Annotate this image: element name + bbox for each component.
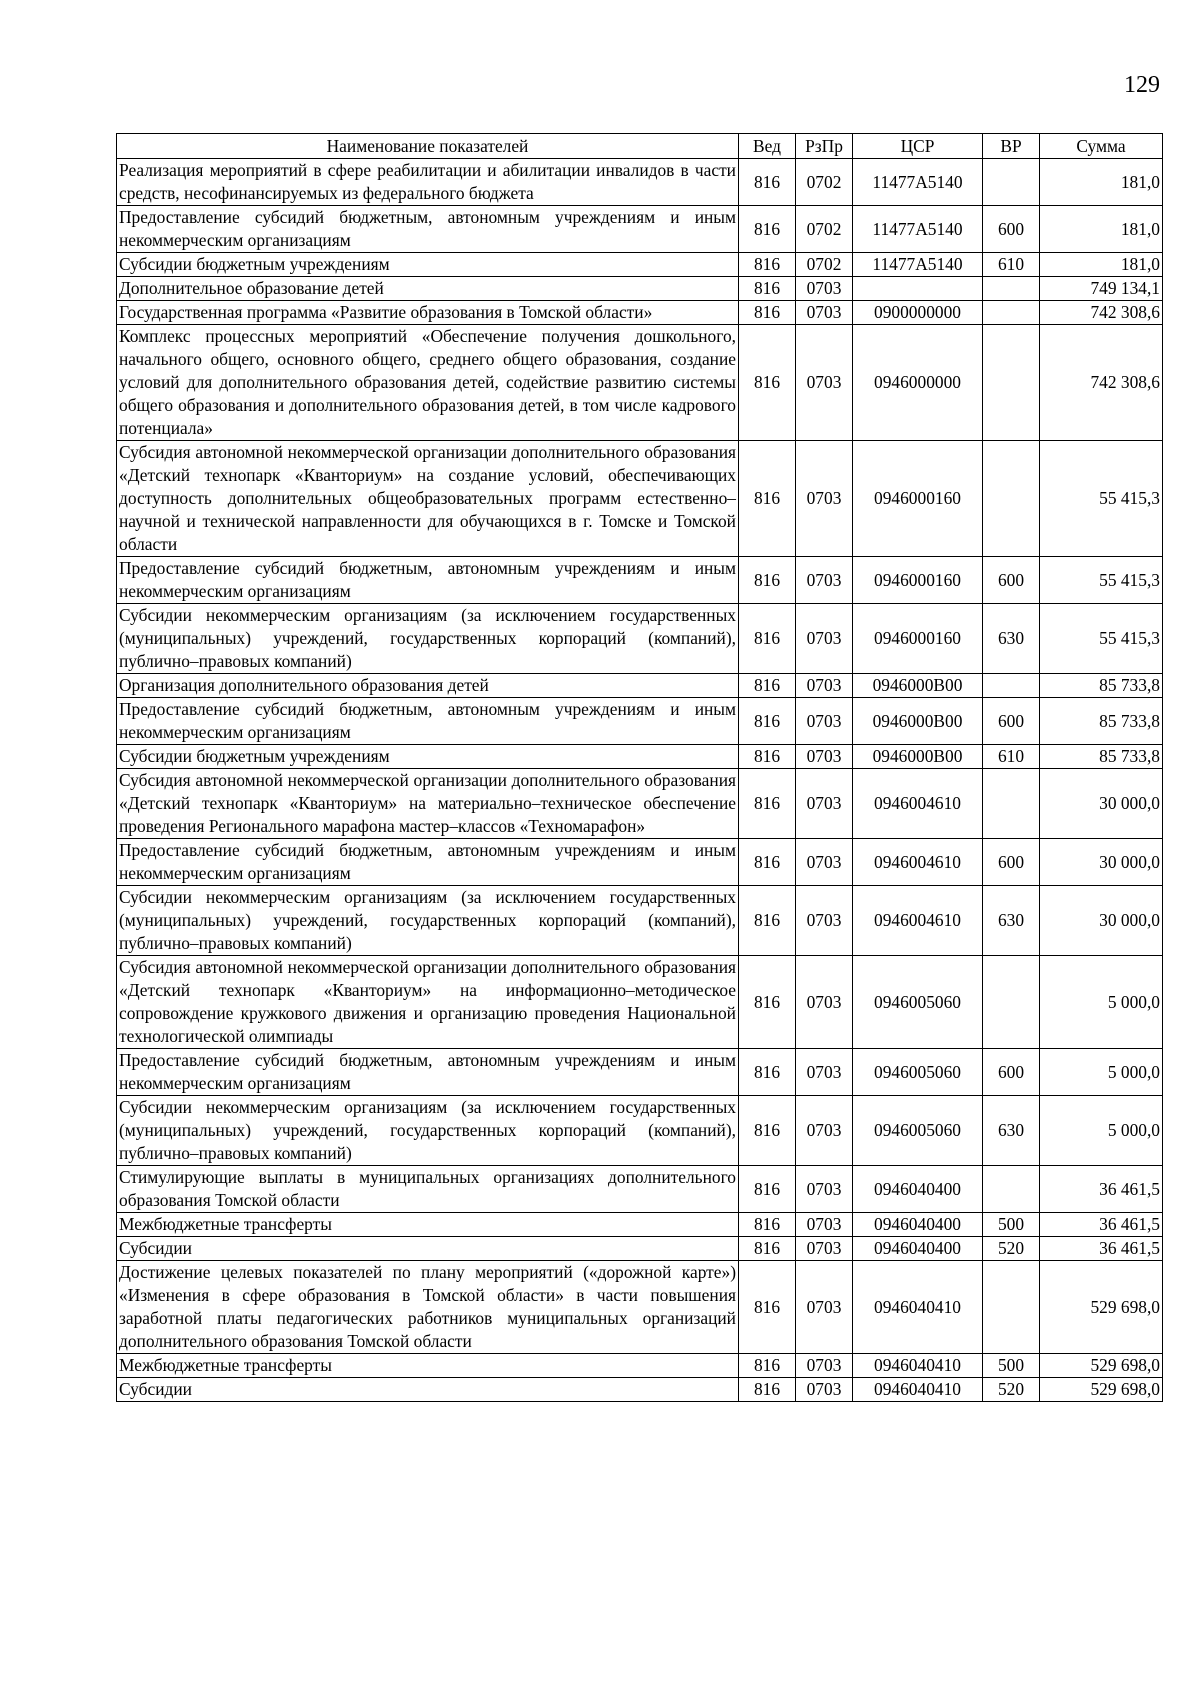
cell-rzpr: 0703	[796, 1261, 853, 1354]
cell-name: Комплекс процессных мероприятий «Обеспечение получения дошкольного, начального общего, основного общего, среднего общего образования, создание условий для дополнительного образования детей, содействие развитию системы общего образования и дополнительного образования детей, в том числе кадрового потенциала»	[117, 325, 739, 441]
cell-ved: 816	[739, 769, 796, 839]
cell-sum: 181,0	[1040, 253, 1163, 277]
table-row	[117, 769, 1163, 839]
cell-rzpr: 0703	[796, 956, 853, 1049]
table-row	[117, 206, 1163, 253]
cell-rzpr: 0703	[796, 698, 853, 745]
table-row	[117, 956, 1163, 1049]
cell-name: Стимулирующие выплаты в муниципальных организациях дополнительного образования Томской области	[117, 1166, 739, 1213]
table-row	[117, 674, 1163, 698]
cell-rzpr: 0702	[796, 206, 853, 253]
cell-name: Субсидии некоммерческим организациям (за исключением государственных (муниципальных) учреждений, государственных корпораций (компаний), публично–правовых компаний)	[117, 886, 739, 956]
table-row	[117, 253, 1163, 277]
cell-rzpr: 0703	[796, 1049, 853, 1096]
cell-name: Субсидии некоммерческим организациям (за исключением государственных (муниципальных) учреждений, государственных корпораций (компаний), публично–правовых компаний)	[117, 1096, 739, 1166]
cell-rzpr: 0702	[796, 159, 853, 206]
cell-name: Дополнительное образование детей	[117, 277, 739, 301]
table-row	[117, 159, 1163, 206]
table-row	[117, 1354, 1163, 1378]
cell-vr	[983, 277, 1040, 301]
cell-vr: 600	[983, 206, 1040, 253]
cell-name: Субсидии	[117, 1237, 739, 1261]
cell-rzpr: 0703	[796, 325, 853, 441]
table-header-row	[117, 134, 1163, 159]
cell-csr: 11477А5140	[853, 159, 983, 206]
cell-ved: 816	[739, 1096, 796, 1166]
cell-sum: 181,0	[1040, 206, 1163, 253]
cell-ved: 816	[739, 604, 796, 674]
cell-vr	[983, 956, 1040, 1049]
cell-ved: 816	[739, 206, 796, 253]
cell-csr: 0946004610	[853, 839, 983, 886]
table-row	[117, 1096, 1163, 1166]
table-row	[117, 1213, 1163, 1237]
cell-sum: 36 461,5	[1040, 1237, 1163, 1261]
cell-ved: 816	[739, 674, 796, 698]
cell-csr: 0946040400	[853, 1166, 983, 1213]
cell-rzpr: 0703	[796, 301, 853, 325]
cell-csr: 0946000160	[853, 441, 983, 557]
cell-ved: 816	[739, 839, 796, 886]
cell-sum: 36 461,5	[1040, 1166, 1163, 1213]
cell-csr: 0946004610	[853, 769, 983, 839]
cell-ved: 816	[739, 441, 796, 557]
cell-sum: 529 698,0	[1040, 1378, 1163, 1402]
cell-ved: 816	[739, 1354, 796, 1378]
cell-sum: 30 000,0	[1040, 769, 1163, 839]
cell-vr	[983, 301, 1040, 325]
cell-sum: 85 733,8	[1040, 698, 1163, 745]
cell-ved: 816	[739, 1166, 796, 1213]
cell-name: Предоставление субсидий бюджетным, автономным учреждениям и иным некоммерческим организациям	[117, 839, 739, 886]
cell-vr	[983, 325, 1040, 441]
cell-sum: 181,0	[1040, 159, 1163, 206]
cell-csr	[853, 277, 983, 301]
header-vr: ВР	[983, 134, 1040, 159]
cell-ved: 816	[739, 886, 796, 956]
cell-ved: 816	[739, 1378, 796, 1402]
cell-name: Субсидии бюджетным учреждениям	[117, 253, 739, 277]
header-csr: ЦСР	[853, 134, 983, 159]
cell-rzpr: 0703	[796, 1378, 853, 1402]
cell-name: Организация дополнительного образования детей	[117, 674, 739, 698]
cell-vr	[983, 159, 1040, 206]
cell-ved: 816	[739, 1261, 796, 1354]
cell-sum: 85 733,8	[1040, 745, 1163, 769]
table-row	[117, 1261, 1163, 1354]
cell-sum: 749 134,1	[1040, 277, 1163, 301]
cell-csr: 11477А5140	[853, 253, 983, 277]
cell-ved: 816	[739, 1237, 796, 1261]
cell-vr: 630	[983, 1096, 1040, 1166]
cell-vr: 500	[983, 1213, 1040, 1237]
cell-csr: 0946040400	[853, 1213, 983, 1237]
cell-vr: 630	[983, 604, 1040, 674]
cell-vr: 610	[983, 745, 1040, 769]
table-row	[117, 698, 1163, 745]
cell-rzpr: 0703	[796, 674, 853, 698]
cell-name: Субсидия автономной некоммерческой организации дополнительного образования «Детский технопарк «Кванториум» на материально–техническое обеспечение проведения Регионального марафона мастер–классов «Техномарафон»	[117, 769, 739, 839]
header-rzpr: РзПр	[796, 134, 853, 159]
cell-rzpr: 0703	[796, 441, 853, 557]
table-row	[117, 1237, 1163, 1261]
cell-sum: 529 698,0	[1040, 1261, 1163, 1354]
cell-rzpr: 0703	[796, 769, 853, 839]
table-row	[117, 1166, 1163, 1213]
cell-ved: 816	[739, 956, 796, 1049]
cell-vr: 610	[983, 253, 1040, 277]
cell-csr: 0946040410	[853, 1261, 983, 1354]
cell-vr: 630	[983, 886, 1040, 956]
cell-vr: 600	[983, 839, 1040, 886]
cell-ved: 816	[739, 1049, 796, 1096]
cell-vr: 600	[983, 557, 1040, 604]
cell-rzpr: 0703	[796, 277, 853, 301]
cell-csr: 0946000000	[853, 325, 983, 441]
cell-name: Предоставление субсидий бюджетным, автономным учреждениям и иным некоммерческим организациям	[117, 1049, 739, 1096]
cell-csr: 0946005060	[853, 1096, 983, 1166]
table-row	[117, 1049, 1163, 1096]
cell-csr: 11477А5140	[853, 206, 983, 253]
cell-csr: 0946040400	[853, 1237, 983, 1261]
table-row	[117, 301, 1163, 325]
cell-csr: 0900000000	[853, 301, 983, 325]
cell-ved: 816	[739, 301, 796, 325]
cell-rzpr: 0703	[796, 839, 853, 886]
cell-csr: 0946000160	[853, 604, 983, 674]
cell-name: Предоставление субсидий бюджетным, автономным учреждениям и иным некоммерческим организациям	[117, 698, 739, 745]
table-row	[117, 277, 1163, 301]
cell-rzpr: 0703	[796, 1213, 853, 1237]
table-row	[117, 886, 1163, 956]
header-ved: Вед	[739, 134, 796, 159]
table-row	[117, 604, 1163, 674]
cell-vr	[983, 769, 1040, 839]
table-row	[117, 557, 1163, 604]
table-row	[117, 839, 1163, 886]
cell-sum: 5 000,0	[1040, 956, 1163, 1049]
cell-name: Субсидия автономной некоммерческой организации дополнительного образования «Детский технопарк «Кванториум» на создание условий, обеспечивающих доступность дополнительных общеобразовательных программ естественно–научной и технической направленности для обучающихся в г. Томске и Томской области	[117, 441, 739, 557]
cell-name: Достижение целевых показателей по плану мероприятий («дорожной карте») «Изменения в сфере образования в Томской области» в части повышения заработной платы педагогических работников муниципальных организаций дополнительного образования Томской области	[117, 1261, 739, 1354]
cell-rzpr: 0703	[796, 1237, 853, 1261]
cell-rzpr: 0703	[796, 886, 853, 956]
cell-sum: 55 415,3	[1040, 604, 1163, 674]
cell-rzpr: 0703	[796, 1354, 853, 1378]
cell-name: Субсидия автономной некоммерческой организации дополнительного образования «Детский технопарк «Кванториум» на информационно–методическое сопровождение кружкового движения и организацию проведения Национальной технологической олимпиады	[117, 956, 739, 1049]
cell-csr: 0946000В00	[853, 674, 983, 698]
cell-rzpr: 0703	[796, 745, 853, 769]
cell-rzpr: 0703	[796, 1096, 853, 1166]
cell-sum: 5 000,0	[1040, 1096, 1163, 1166]
cell-vr	[983, 674, 1040, 698]
table-body	[117, 159, 1163, 1402]
cell-ved: 816	[739, 325, 796, 441]
cell-ved: 816	[739, 745, 796, 769]
cell-vr: 600	[983, 698, 1040, 745]
table-row	[117, 745, 1163, 769]
table-row	[117, 1378, 1163, 1402]
table-row	[117, 325, 1163, 441]
cell-ved: 816	[739, 277, 796, 301]
cell-ved: 816	[739, 1213, 796, 1237]
cell-csr: 0946040410	[853, 1354, 983, 1378]
cell-ved: 816	[739, 698, 796, 745]
cell-name: Предоставление субсидий бюджетным, автономным учреждениям и иным некоммерческим организациям	[117, 557, 739, 604]
cell-name: Субсидии бюджетным учреждениям	[117, 745, 739, 769]
cell-name: Государственная программа «Развитие образования в Томской области»	[117, 301, 739, 325]
cell-rzpr: 0703	[796, 604, 853, 674]
cell-sum: 742 308,6	[1040, 325, 1163, 441]
cell-ved: 816	[739, 253, 796, 277]
cell-vr: 520	[983, 1378, 1040, 1402]
budget-table	[116, 133, 1163, 1402]
cell-name: Субсидии	[117, 1378, 739, 1402]
cell-vr: 500	[983, 1354, 1040, 1378]
cell-ved: 816	[739, 557, 796, 604]
cell-csr: 0946000В00	[853, 698, 983, 745]
page-number: 129	[1124, 72, 1160, 98]
cell-vr	[983, 1261, 1040, 1354]
cell-sum: 36 461,5	[1040, 1213, 1163, 1237]
cell-vr	[983, 441, 1040, 557]
cell-sum: 30 000,0	[1040, 886, 1163, 956]
cell-name: Реализация мероприятий в сфере реабилитации и абилитации инвалидов в части средств, несофинансируемых из федерального бюджета	[117, 159, 739, 206]
cell-name: Субсидии некоммерческим организациям (за исключением государственных (муниципальных) учреждений, государственных корпораций (компаний), публично–правовых компаний)	[117, 604, 739, 674]
cell-name: Предоставление субсидий бюджетным, автономным учреждениям и иным некоммерческим организациям	[117, 206, 739, 253]
cell-vr: 600	[983, 1049, 1040, 1096]
cell-ved: 816	[739, 159, 796, 206]
cell-vr	[983, 1166, 1040, 1213]
cell-sum: 30 000,0	[1040, 839, 1163, 886]
cell-csr: 0946040410	[853, 1378, 983, 1402]
cell-sum: 742 308,6	[1040, 301, 1163, 325]
cell-sum: 529 698,0	[1040, 1354, 1163, 1378]
cell-rzpr: 0703	[796, 1166, 853, 1213]
cell-sum: 5 000,0	[1040, 1049, 1163, 1096]
cell-csr: 0946004610	[853, 886, 983, 956]
cell-csr: 0946005060	[853, 1049, 983, 1096]
header-sum: Сумма	[1040, 134, 1163, 159]
cell-sum: 55 415,3	[1040, 557, 1163, 604]
cell-csr: 0946000В00	[853, 745, 983, 769]
cell-sum: 55 415,3	[1040, 441, 1163, 557]
cell-csr: 0946000160	[853, 557, 983, 604]
table-row	[117, 441, 1163, 557]
cell-rzpr: 0703	[796, 557, 853, 604]
header-name: Наименование показателей	[117, 134, 739, 159]
cell-name: Межбюджетные трансферты	[117, 1354, 739, 1378]
cell-csr: 0946005060	[853, 956, 983, 1049]
cell-vr: 520	[983, 1237, 1040, 1261]
cell-sum: 85 733,8	[1040, 674, 1163, 698]
cell-rzpr: 0702	[796, 253, 853, 277]
cell-name: Межбюджетные трансферты	[117, 1213, 739, 1237]
